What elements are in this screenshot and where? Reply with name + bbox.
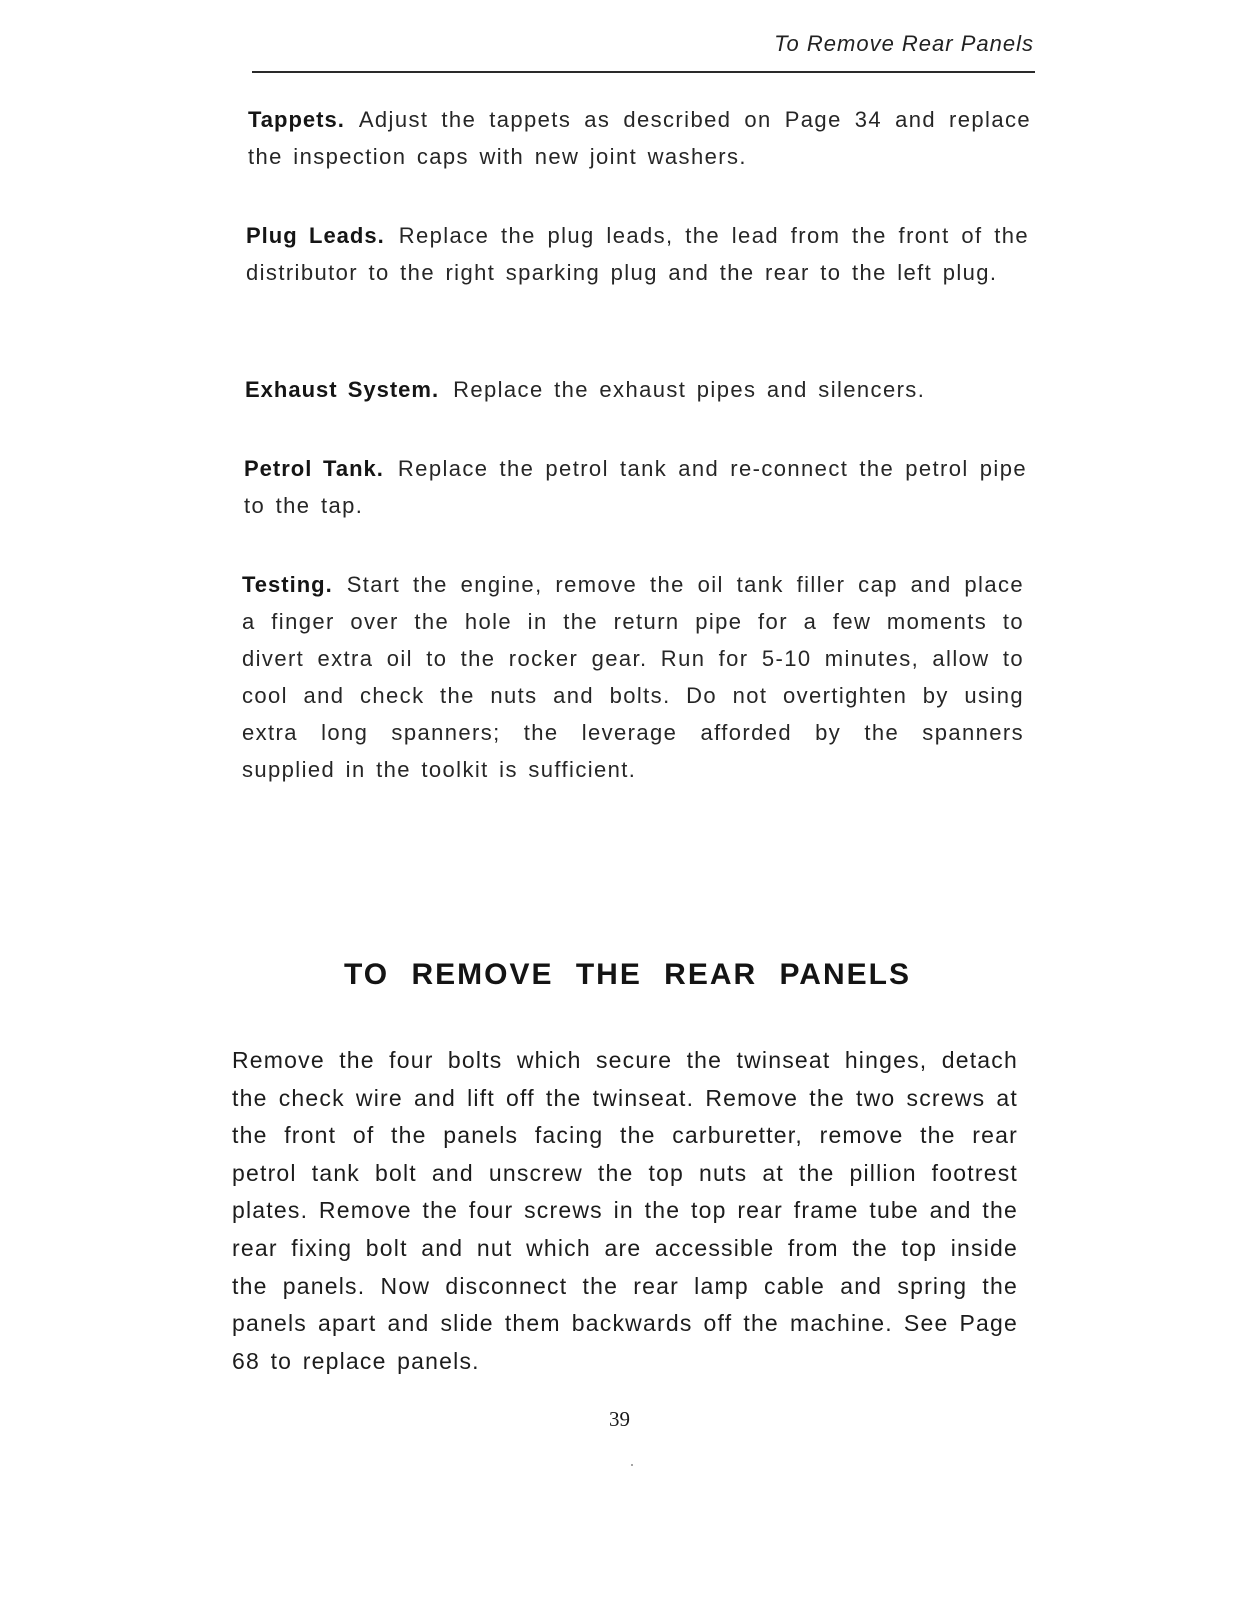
section-title: TO REMOVE THE REAR PANELS: [344, 958, 911, 991]
running-head: To Remove Rear Panels: [774, 31, 1034, 56]
paragraph-text: Start the engine, remove the oil tank filler cap and place a finger over the hole in the return pipe for a few moments to divert extra oil to the rocker gear. Run for 5-10 minutes, allow to cool and check the nuts and bolts. Do not overtighten by using extra long spanners; the leverage afforded by the spanners supplied in the toolkit is sufficient.: [242, 572, 1024, 782]
paragraph-heading: Plug Leads.: [246, 223, 385, 248]
paragraph-heading: Petrol Tank.: [244, 456, 384, 481]
print-speck: [631, 1464, 633, 1466]
paragraph-text: Adjust the tappets as described on Page 34 and replace the inspection caps with new joint washers.: [248, 107, 1031, 169]
paragraph-heading: Testing.: [242, 572, 333, 597]
paragraph-petrol-tank: [244, 450, 1027, 524]
paragraph-text: Replace the plug leads, the lead from the front of the distributor to the right sparking plug and the rear to the left plug.: [246, 223, 1029, 285]
paragraph-testing: [242, 566, 1024, 788]
header-rule: [252, 71, 1035, 73]
section-body: Remove the four bolts which secure the twinseat hinges, detach the check wire and lift off the twinseat. Remove the two screws at the front of the panels facing the carburetter, remove the rear petrol tank bolt and unscrew the top nuts at the pillion footrest plates. Remove the four screws in the top rear frame tube and the rear fixing bolt and nut which are accessible from the top inside the panels. Now disconnect the rear lamp cable and spring the panels apart and slide them backwards off the machine. See Page 68 to replace panels.: [232, 1047, 1018, 1374]
paragraph-text: Replace the petrol tank and re-connect the petrol pipe to the tap.: [244, 456, 1027, 518]
paragraph-text: Replace the exhaust pipes and silencers.: [453, 377, 926, 402]
paragraph-heading: Exhaust System.: [245, 377, 440, 402]
paragraph-plug-leads: [246, 217, 1029, 291]
paragraph-tappets: [248, 101, 1031, 175]
page-number: 39: [609, 1407, 630, 1431]
paragraph-heading: Tappets.: [248, 107, 345, 132]
paragraph-exhaust-system: [245, 371, 1028, 408]
